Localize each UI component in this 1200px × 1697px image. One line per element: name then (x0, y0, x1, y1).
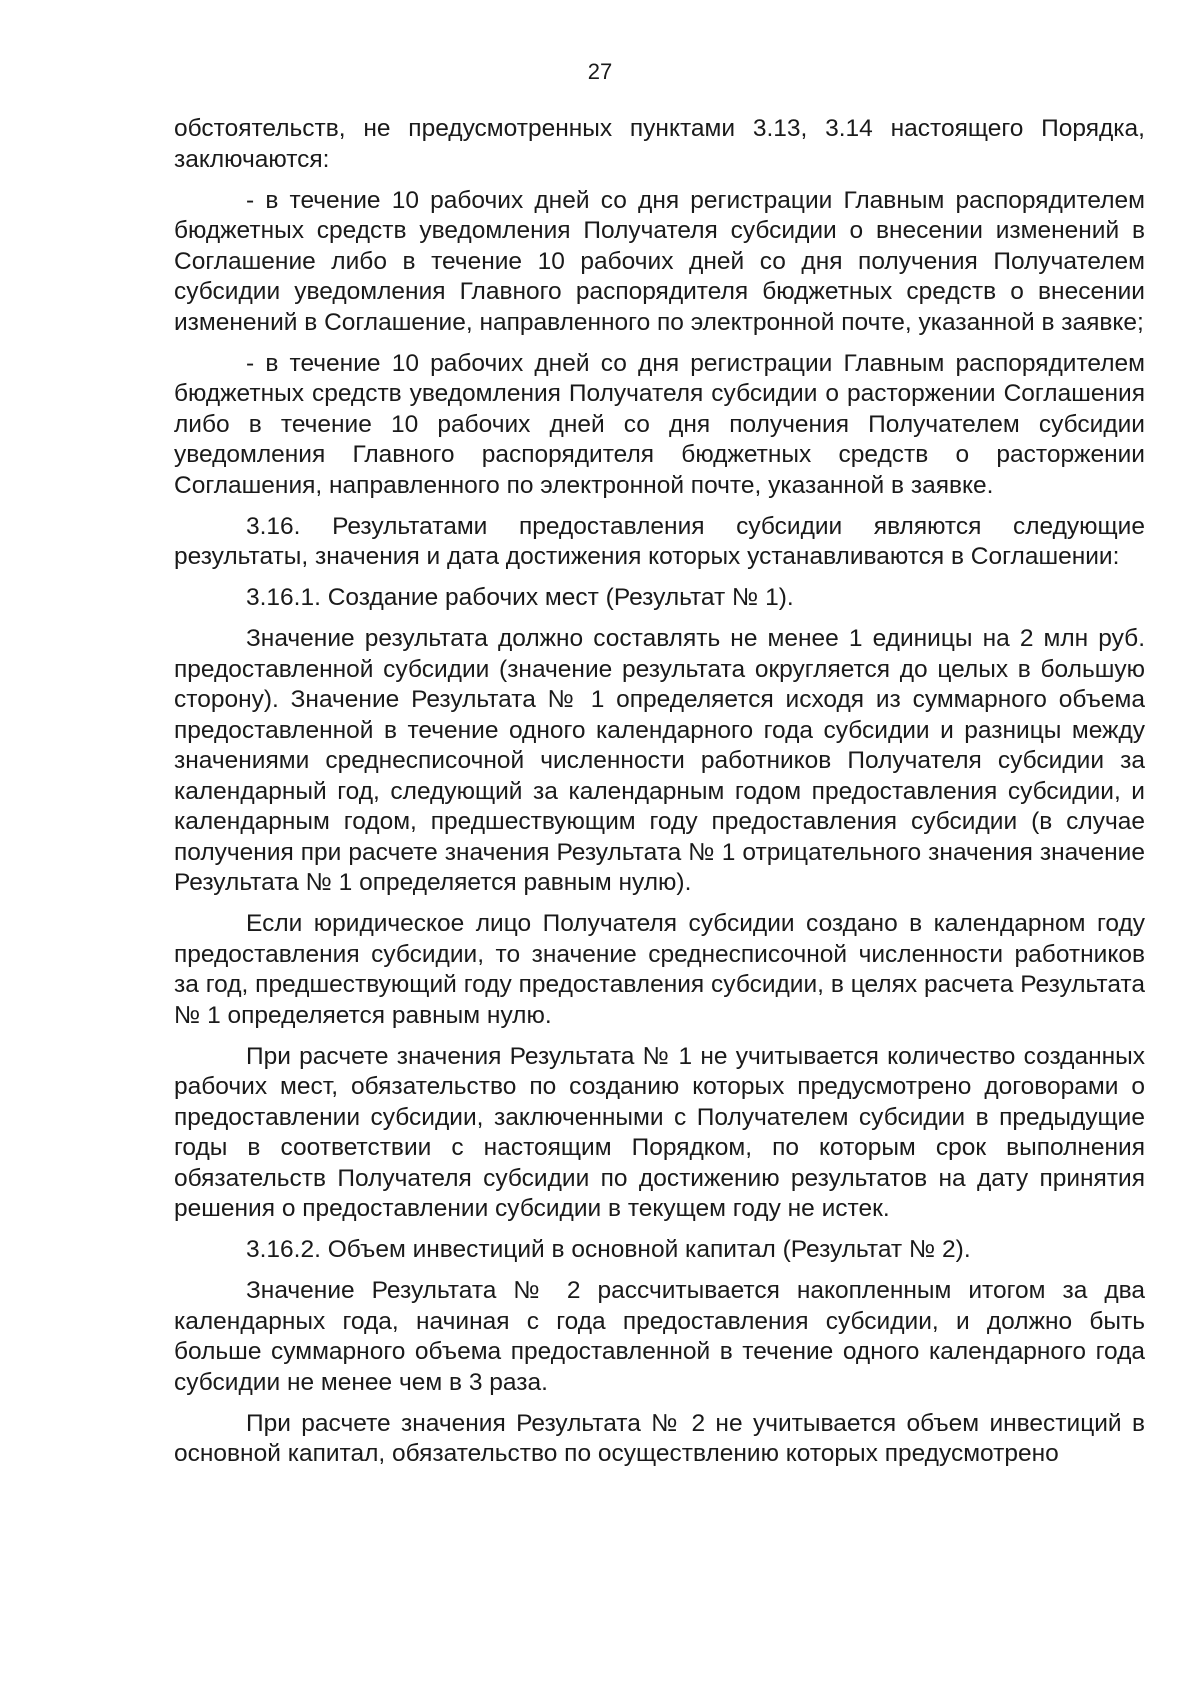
paragraph-continuation: обстоятельств, не предусмотренных пунктами 3.13, 3.14 настоящего Порядка, заключаются: (174, 115, 1145, 173)
paragraph-result-1-value: Значение результата должно составлять не менее 1 единицы на 2 млн руб. предоставленной субсидии (значение результата округляется до целых в большую сторону). Значение Результата № 1 определяется исходя из суммарного объема предоставленной в течение одного календарного года субсидии и разницы между значениями среднесписочной численности работников Получателя субсидии за календарный год, следующий за календарным годом предоставления субсидии, и календарным годом, предшествующим году предоставления субсидии (в случае получения при расчете значения Результата № 1 отрицательного значения значение Результата № 1 определяется равным нулю). (174, 625, 1145, 896)
paragraph-list-item-amendment: - в течение 10 рабочих дней со дня регистрации Главным распорядителем бюджетных средств уведомления Получателя субсидии о внесении изменений в Соглашение либо в течение 10 рабочих дней со дня получения Получателем субсидии уведомления Главного распорядителя бюджетных средств о внесении изменений в Соглашение, направленного по электронной почте, указанной в заявке; (174, 186, 1145, 336)
paragraph-result-2-exclusion: При расчете значения Результата № 2 не учитывается объем инвестиций в основной капитал, обязательство по осуществлению которых предусмотрено (174, 1409, 1145, 1467)
paragraph-section-3-16: 3.16. Результатами предоставления субсидии являются следующие результаты, значения и дата достижения которых устанавливаются в Соглашении: (174, 512, 1145, 570)
paragraph-list-item-termination: - в течение 10 рабочих дней со дня регистрации Главным распорядителем бюджетных средств уведомления Получателя субсидии о расторжении Соглашения либо в течение 10 рабочих дней со дня получения Получателем субсидии уведомления Главного распорядителя бюджетных средств о расторжении Соглашения, направленного по электронной почте, указанной в заявке. (174, 349, 1145, 499)
paragraph-result-1-exclusion: При расчете значения Результата № 1 не учитывается количество созданных рабочих мест, обязательство по созданию которых предусмотрено договорами о предоставлении субсидии, заключенными с Получателем субсидии в предыдущие годы в соответствии с настоящим Порядком, по которым срок выполнения обязательств Получателя субсидии по достижению результатов на дату принятия решения о предоставлении субсидии в текущем году не истек. (174, 1042, 1145, 1222)
paragraph-section-3-16-2-heading: 3.16.2. Объем инвестиций в основной капитал (Результат № 2). (246, 1236, 971, 1263)
paragraph-result-2-value: Значение Результата № 2 рассчитывается накопленным итогом за два календарных года, начиная с года предоставления субсидии, и должно быть больше суммарного объема предоставленной в течение одного календарного года субсидии не менее чем в 3 раза. (174, 1277, 1145, 1396)
page-number: 27 (587, 59, 613, 84)
paragraph-section-3-16-1-heading: 3.16.1. Создание рабочих мест (Результат № 1). (246, 584, 794, 611)
document-body (174, 114, 1145, 1470)
paragraph-result-1-new-entity: Если юридическое лицо Получателя субсидии создано в календарном году предоставления субсидии, то значение среднесписочной численности работников за год, предшествующий году предоставления субсидии, в целях расчета Результата № 1 определяется равным нулю. (174, 910, 1145, 1029)
